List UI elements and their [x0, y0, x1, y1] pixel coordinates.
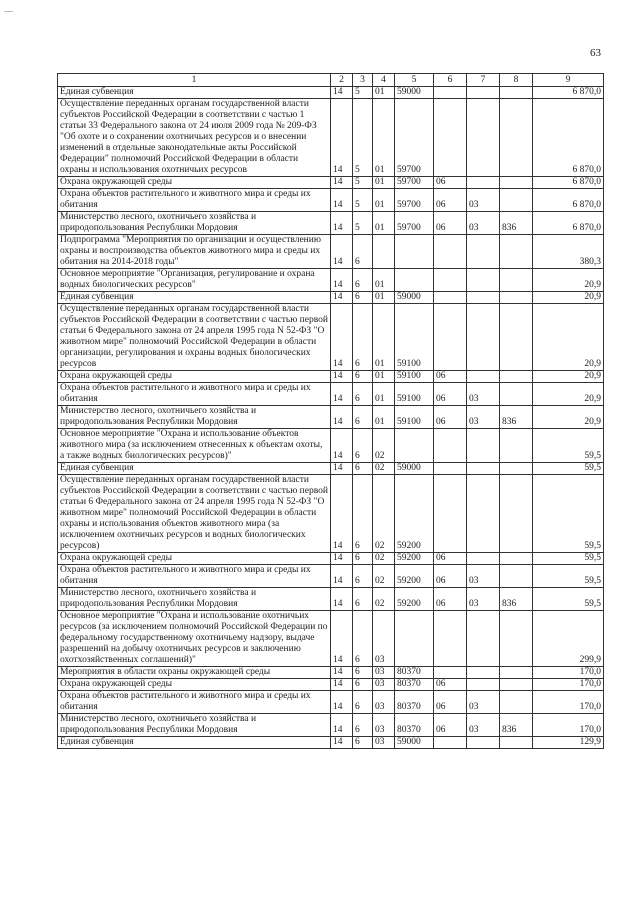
code-cell — [500, 177, 533, 189]
code-cell: 03 — [373, 714, 395, 737]
code-cell: 59700 — [395, 212, 434, 235]
code-cell — [500, 565, 533, 588]
code-cell — [500, 304, 533, 371]
amount-cell: 20,9 — [533, 406, 604, 429]
row-name-cell: Министерство лесного, охотничьего хозяйства и природопользования Республики Мордовия — [58, 406, 331, 429]
budget-table — [57, 73, 604, 749]
code-cell: 59000 — [395, 292, 434, 304]
code-cell: 03 — [373, 691, 395, 714]
code-cell: 01 — [373, 189, 395, 212]
code-cell: 02 — [373, 565, 395, 588]
code-cell: 01 — [373, 269, 395, 292]
row-name-cell: Министерство лесного, охотничьего хозяйства и природопользования Республики Мордовия — [58, 212, 331, 235]
amount-cell: 299,9 — [533, 611, 604, 667]
table-row — [58, 691, 604, 714]
code-cell: 14 — [331, 406, 353, 429]
code-cell: 6 — [353, 383, 373, 406]
code-cell: 6 — [353, 475, 373, 553]
code-cell: 14 — [331, 269, 353, 292]
code-cell: 06 — [434, 189, 467, 212]
code-cell: 14 — [331, 565, 353, 588]
amount-cell: 6 870,0 — [533, 177, 604, 189]
code-cell — [500, 553, 533, 565]
code-cell: 6 — [353, 691, 373, 714]
amount-cell: 6 870,0 — [533, 99, 604, 177]
code-cell: 6 — [353, 371, 373, 383]
code-cell: 14 — [331, 463, 353, 475]
code-cell — [434, 235, 467, 269]
row-name-cell: Охрана объектов растительного и животного мира и среды их обитания — [58, 189, 331, 212]
code-cell: 59100 — [395, 383, 434, 406]
row-name-cell: Охрана окружающей среды — [58, 371, 331, 383]
row-name-cell: Охрана объектов растительного и животного мира и среды их обитания — [58, 383, 331, 406]
code-cell: 836 — [500, 588, 533, 611]
code-cell: 59000 — [395, 87, 434, 99]
code-cell — [434, 611, 467, 667]
code-cell: 6 — [353, 235, 373, 269]
code-cell: 14 — [331, 235, 353, 269]
code-cell: 03 — [373, 679, 395, 691]
code-cell: 06 — [434, 371, 467, 383]
code-cell — [467, 737, 500, 749]
code-cell — [500, 611, 533, 667]
code-cell: 01 — [373, 99, 395, 177]
code-cell — [434, 737, 467, 749]
code-cell: 01 — [373, 212, 395, 235]
row-name-cell: Охрана окружающей среды — [58, 679, 331, 691]
amount-cell: 170,0 — [533, 691, 604, 714]
code-cell: 59700 — [395, 99, 434, 177]
amount-cell: 59,5 — [533, 429, 604, 463]
code-cell: 6 — [353, 304, 373, 371]
table-row — [58, 429, 604, 463]
code-cell — [467, 235, 500, 269]
column-header: 2 — [331, 74, 353, 87]
code-cell: 6 — [353, 292, 373, 304]
code-cell: 03 — [467, 588, 500, 611]
code-cell — [467, 292, 500, 304]
row-name-cell: Министерство лесного, охотничьего хозяйства и природопользования Республики Мордовия — [58, 714, 331, 737]
column-header: 8 — [500, 74, 533, 87]
code-cell — [395, 235, 434, 269]
code-cell — [500, 463, 533, 475]
code-cell: 01 — [373, 292, 395, 304]
code-cell — [500, 269, 533, 292]
code-cell — [467, 667, 500, 679]
code-cell — [467, 87, 500, 99]
amount-cell: 380,3 — [533, 235, 604, 269]
table-row — [58, 463, 604, 475]
table-row — [58, 371, 604, 383]
code-cell: 59200 — [395, 588, 434, 611]
code-cell: 01 — [373, 87, 395, 99]
row-name-cell: Основное мероприятие "Охрана и использование охотничьих ресурсов (за исключением полномочий Российской Федерации по федеральному государственному охотничьему надзору, выдаче разрешений на добычу охотничьих ресурсов и заключению охотхозяйственных соглашений)" — [58, 611, 331, 667]
row-name-cell: Единая субвенция — [58, 292, 331, 304]
code-cell — [373, 235, 395, 269]
code-cell: 14 — [331, 371, 353, 383]
code-cell: 14 — [331, 177, 353, 189]
code-cell — [467, 177, 500, 189]
code-cell: 14 — [331, 737, 353, 749]
column-header: 5 — [395, 74, 434, 87]
code-cell — [467, 463, 500, 475]
amount-cell: 129,9 — [533, 737, 604, 749]
code-cell: 06 — [434, 383, 467, 406]
table-row — [58, 212, 604, 235]
table-row — [58, 565, 604, 588]
row-name-cell: Охрана окружающей среды — [58, 177, 331, 189]
amount-cell: 59,5 — [533, 565, 604, 588]
column-header: 9 — [533, 74, 604, 87]
code-cell: 01 — [373, 406, 395, 429]
code-cell — [434, 667, 467, 679]
code-cell: 06 — [434, 553, 467, 565]
code-cell — [500, 99, 533, 177]
code-cell: 80370 — [395, 667, 434, 679]
code-cell — [500, 667, 533, 679]
amount-cell: 170,0 — [533, 667, 604, 679]
row-name-cell: Охрана объектов растительного и животного мира и среды их обитания — [58, 691, 331, 714]
table-header-row — [58, 74, 604, 87]
code-cell: 03 — [467, 406, 500, 429]
code-cell — [467, 553, 500, 565]
table-row — [58, 667, 604, 679]
code-cell — [434, 463, 467, 475]
column-header: 4 — [373, 74, 395, 87]
code-cell — [500, 371, 533, 383]
code-cell: 6 — [353, 269, 373, 292]
code-cell — [500, 292, 533, 304]
table-row — [58, 177, 604, 189]
table-row — [58, 383, 604, 406]
code-cell: 06 — [434, 714, 467, 737]
row-name-cell: Единая субвенция — [58, 737, 331, 749]
code-cell: 59200 — [395, 565, 434, 588]
code-cell: 59100 — [395, 406, 434, 429]
code-cell: 59000 — [395, 463, 434, 475]
table-row — [58, 189, 604, 212]
amount-cell: 59,5 — [533, 553, 604, 565]
code-cell: 14 — [331, 429, 353, 463]
corner-mark: — — [4, 6, 13, 16]
code-cell: 01 — [373, 177, 395, 189]
amount-cell: 20,9 — [533, 292, 604, 304]
code-cell: 03 — [467, 212, 500, 235]
code-cell: 6 — [353, 553, 373, 565]
amount-cell: 20,9 — [533, 269, 604, 292]
code-cell: 14 — [331, 679, 353, 691]
row-name-cell: Основное мероприятие "Организация, регулирование и охрана водных биологических ресурсов" — [58, 269, 331, 292]
code-cell: 836 — [500, 714, 533, 737]
code-cell: 03 — [467, 383, 500, 406]
column-header: 3 — [353, 74, 373, 87]
code-cell: 14 — [331, 611, 353, 667]
code-cell: 6 — [353, 406, 373, 429]
column-header: 7 — [467, 74, 500, 87]
column-header: 1 — [58, 74, 331, 87]
code-cell: 5 — [353, 99, 373, 177]
code-cell — [500, 189, 533, 212]
code-cell: 5 — [353, 189, 373, 212]
code-cell: 02 — [373, 553, 395, 565]
code-cell — [500, 691, 533, 714]
code-cell: 14 — [331, 212, 353, 235]
code-cell: 59100 — [395, 371, 434, 383]
code-cell — [434, 292, 467, 304]
row-name-cell: Единая субвенция — [58, 87, 331, 99]
code-cell — [500, 235, 533, 269]
code-cell: 14 — [331, 87, 353, 99]
code-cell: 6 — [353, 737, 373, 749]
code-cell — [467, 371, 500, 383]
table-row — [58, 235, 604, 269]
table-row — [58, 588, 604, 611]
code-cell: 14 — [331, 475, 353, 553]
code-cell: 02 — [373, 429, 395, 463]
code-cell — [500, 383, 533, 406]
code-cell: 02 — [373, 475, 395, 553]
code-cell: 59200 — [395, 553, 434, 565]
code-cell: 02 — [373, 463, 395, 475]
code-cell: 01 — [373, 304, 395, 371]
code-cell: 14 — [331, 304, 353, 371]
code-cell: 06 — [434, 212, 467, 235]
column-header: 6 — [434, 74, 467, 87]
amount-cell: 170,0 — [533, 679, 604, 691]
code-cell: 59200 — [395, 475, 434, 553]
code-cell: 14 — [331, 667, 353, 679]
row-name-cell: Мероприятия в области охраны окружающей среды — [58, 667, 331, 679]
amount-cell: 59,5 — [533, 463, 604, 475]
code-cell — [467, 429, 500, 463]
row-name-cell: Основное мероприятие "Охрана и использование объектов животного мира (за исключением отнесенных к объектам охоты, а также водных биологических ресурсов)" — [58, 429, 331, 463]
code-cell — [467, 475, 500, 553]
code-cell — [467, 99, 500, 177]
code-cell: 5 — [353, 177, 373, 189]
table-row — [58, 611, 604, 667]
code-cell: 02 — [373, 588, 395, 611]
table-row — [58, 99, 604, 177]
page-number: 63 — [590, 47, 601, 59]
code-cell: 6 — [353, 429, 373, 463]
code-cell: 59000 — [395, 737, 434, 749]
code-cell: 59700 — [395, 189, 434, 212]
row-name-cell: Подпрограмма "Мероприятия по организации и осуществлению охраны и воспроизводства объектов животного мира и среды их обитания на 2014-2018 годы" — [58, 235, 331, 269]
amount-cell: 20,9 — [533, 304, 604, 371]
code-cell: 03 — [467, 714, 500, 737]
amount-cell: 6 870,0 — [533, 189, 604, 212]
code-cell: 03 — [467, 691, 500, 714]
code-cell: 14 — [331, 189, 353, 212]
amount-cell: 20,9 — [533, 383, 604, 406]
table-row — [58, 269, 604, 292]
code-cell: 06 — [434, 691, 467, 714]
code-cell — [395, 429, 434, 463]
table-row — [58, 737, 604, 749]
code-cell — [467, 269, 500, 292]
code-cell: 6 — [353, 667, 373, 679]
code-cell: 6 — [353, 611, 373, 667]
code-cell — [500, 87, 533, 99]
code-cell: 836 — [500, 212, 533, 235]
code-cell — [395, 611, 434, 667]
code-cell — [395, 269, 434, 292]
code-cell — [434, 269, 467, 292]
code-cell: 6 — [353, 588, 373, 611]
code-cell: 5 — [353, 87, 373, 99]
row-name-cell: Осуществление переданных органам государственной власти субъектов Российской Федерации в соответствии с частью 1 статьи 33 Федерального закона от 24 июля 2009 года № 209-ФЗ "Об охоте и о сохранении охотничьих ресурсов и о внесении изменений в отдельные законодательные акты Российской Федерации" полномочий Российской Федерации в области охраны и использования охотничьих ресурсов — [58, 99, 331, 177]
code-cell: 06 — [434, 565, 467, 588]
code-cell: 14 — [331, 553, 353, 565]
code-cell: 6 — [353, 565, 373, 588]
table-row — [58, 679, 604, 691]
table-row — [58, 553, 604, 565]
code-cell: 14 — [331, 588, 353, 611]
code-cell: 06 — [434, 679, 467, 691]
row-name-cell: Осуществление переданных органам государственной власти субъектов Российской Федерации в соответствии с частью первой статьи 6 Федерального закона от 24 апреля 1995 года N 52-ФЗ "О животном мире" полномочий Российской Федерации в области организации, регулирования и охраны водных биологических ресурсов — [58, 304, 331, 371]
table-row — [58, 475, 604, 553]
amount-cell: 20,9 — [533, 371, 604, 383]
code-cell: 80370 — [395, 691, 434, 714]
code-cell: 03 — [373, 667, 395, 679]
code-cell — [434, 99, 467, 177]
row-name-cell: Единая субвенция — [58, 463, 331, 475]
code-cell — [434, 304, 467, 371]
code-cell: 6 — [353, 714, 373, 737]
code-cell: 14 — [331, 99, 353, 177]
row-name-cell: Охрана объектов растительного и животного мира и среды их обитания — [58, 565, 331, 588]
code-cell — [434, 475, 467, 553]
code-cell — [434, 429, 467, 463]
amount-cell: 6 870,0 — [533, 212, 604, 235]
code-cell — [467, 679, 500, 691]
code-cell: 6 — [353, 679, 373, 691]
code-cell — [500, 429, 533, 463]
code-cell — [434, 87, 467, 99]
code-cell: 6 — [353, 463, 373, 475]
code-cell: 5 — [353, 212, 373, 235]
code-cell: 03 — [373, 611, 395, 667]
code-cell — [467, 304, 500, 371]
table-row — [58, 87, 604, 99]
table-row — [58, 406, 604, 429]
code-cell: 14 — [331, 292, 353, 304]
table-row — [58, 304, 604, 371]
code-cell: 03 — [467, 189, 500, 212]
amount-cell: 170,0 — [533, 714, 604, 737]
table-row — [58, 292, 604, 304]
table-row — [58, 714, 604, 737]
code-cell: 14 — [331, 714, 353, 737]
code-cell — [500, 475, 533, 553]
code-cell: 06 — [434, 588, 467, 611]
code-cell: 14 — [331, 691, 353, 714]
code-cell: 03 — [467, 565, 500, 588]
code-cell: 59700 — [395, 177, 434, 189]
code-cell: 836 — [500, 406, 533, 429]
code-cell: 01 — [373, 383, 395, 406]
code-cell — [500, 737, 533, 749]
code-cell: 06 — [434, 406, 467, 429]
row-name-cell: Министерство лесного, охотничьего хозяйства и природопользования Республики Мордовия — [58, 588, 331, 611]
amount-cell: 6 870,0 — [533, 87, 604, 99]
row-name-cell: Охрана окружающей среды — [58, 553, 331, 565]
code-cell — [467, 611, 500, 667]
amount-cell: 59,5 — [533, 588, 604, 611]
code-cell: 06 — [434, 177, 467, 189]
code-cell: 80370 — [395, 714, 434, 737]
code-cell: 14 — [331, 383, 353, 406]
row-name-cell: Осуществление переданных органам государственной власти субъектов Российской Федерации в соответствии с частью первой статьи 6 Федерального закона от 24 апреля 1995 года N 52-ФЗ "О животном мире" полномочий Российской Федерации в области охраны и использования объектов животного мира (за исключением охотничьих ресурсов и водных биологических ресурсов) — [58, 475, 331, 553]
amount-cell: 59,5 — [533, 475, 604, 553]
code-cell: 03 — [373, 737, 395, 749]
code-cell: 59100 — [395, 304, 434, 371]
code-cell — [500, 679, 533, 691]
code-cell: 01 — [373, 371, 395, 383]
code-cell: 80370 — [395, 679, 434, 691]
